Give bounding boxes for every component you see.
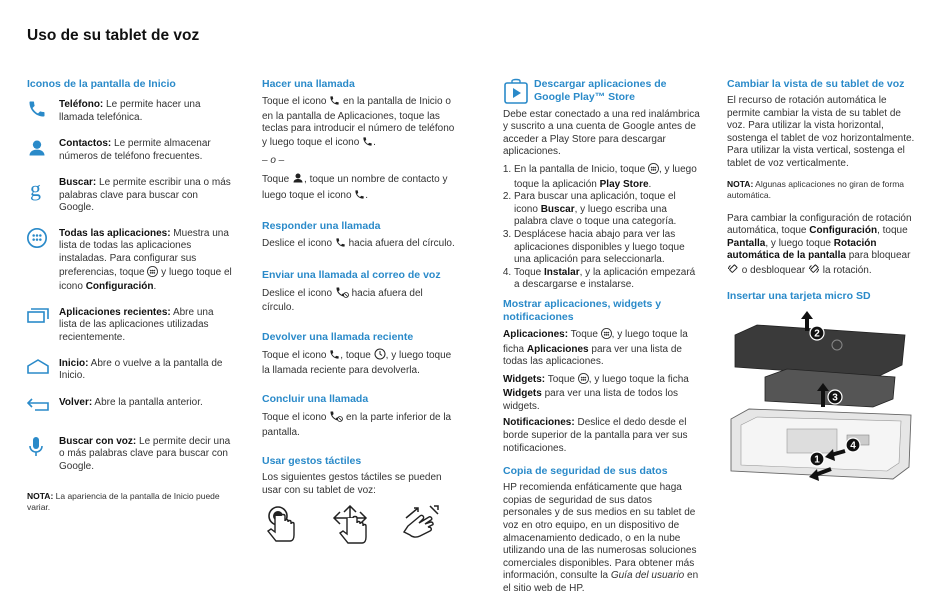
term-desc: Abre una lista de las aplicaciones utilizadas recientemente. (59, 306, 214, 343)
notifications-text (503, 417, 701, 455)
user-guide-ref: Guía del usuario (610, 570, 685, 582)
text: hacia afuera del círculo. (345, 238, 455, 250)
text: , y luego toque la ficha (588, 373, 689, 385)
widgets-text (503, 373, 701, 414)
text: para ver una lista de todas las aplicaciones. (503, 343, 682, 368)
return-call-heading: Devolver una llamada reciente (262, 330, 414, 343)
rotation-unlock-icon (808, 263, 820, 280)
term-label: Configuración (809, 225, 878, 237)
or-separator: – o – (262, 155, 285, 167)
all-apps-icon (601, 328, 612, 344)
term-label: Teléfono: (59, 99, 104, 110)
recent-apps-icon (27, 307, 53, 333)
pinch-gesture-icon (400, 504, 444, 546)
text: . (365, 189, 369, 201)
gestures-text: Los siguientes gestos táctiles se pueden usar con su tablet de voz: (262, 472, 442, 496)
term-desc: Abre o vuelve a la pantalla de Inicio. (59, 357, 223, 382)
term-label: Buscar con voz: (59, 435, 137, 447)
tap-gesture-icon (262, 504, 302, 546)
text: , y luego toque (765, 237, 834, 249)
text: para bloquear (845, 250, 911, 262)
end-call-text (262, 410, 457, 439)
return-call-text (262, 348, 457, 377)
term-label: Contactos: (59, 138, 112, 149)
contacts-icon (27, 138, 53, 164)
text: Toque (545, 373, 578, 385)
phone-icon (335, 237, 346, 253)
home-icon (27, 358, 53, 384)
list-item (27, 99, 232, 125)
term-label: Widgets: (503, 373, 546, 385)
term-label: Aplicaciones: (503, 328, 569, 340)
all-apps-icon (648, 163, 659, 179)
end-call-heading: Concluir una llamada (262, 393, 369, 406)
sd-card-illustration (727, 307, 917, 483)
backup-text (503, 482, 701, 595)
term-label: Aplicaciones recientes: (59, 306, 171, 318)
rotate-view-text: El recurso de rotación automática le permite cambiar la vista de su tablet de voz. Para utilizar la vista horizontal, sostenga el tablet de voz horizontalmente. Para utilizar la vista vertical, sostenga el tablet de voz verticalmente. (727, 95, 915, 169)
text: , y luego toque la ficha (503, 328, 688, 355)
home-icons-heading: Iconos de la pantalla de Inicio (27, 78, 176, 90)
phone-icon (329, 349, 340, 365)
text: Para buscar una aplicación, toque el icono (514, 191, 676, 215)
voicemail-phone-icon (335, 286, 349, 303)
term-desc: Muestra una lista de todas las aplicaciones instaladas. Para configurar sus preferencias, toque (59, 227, 229, 278)
text: Toque (514, 266, 545, 278)
callout-3: 3 (832, 392, 838, 404)
term-desc: y luego toque el icono (59, 266, 232, 293)
google-search-icon (27, 177, 53, 203)
text: o desbloquear (739, 264, 808, 276)
all-apps-icon (27, 228, 53, 254)
list-item (27, 228, 232, 294)
text: para ver una lista de todos los widgets. (503, 388, 679, 412)
list-item (27, 397, 232, 423)
text: Deslice el dedo desde el borde superior de la pantalla para ver sus notificaciones. (503, 417, 688, 454)
term-label: Widgets (503, 388, 542, 400)
text: , toque (340, 349, 374, 361)
note-label: NOTA: (27, 491, 54, 502)
callout-badge (846, 438, 860, 452)
svg-text:g: g (30, 177, 41, 201)
play-store-icon (503, 78, 529, 109)
make-call-text (262, 95, 457, 151)
note-text: Algunas aplicaciones no giran de forma automática. (727, 178, 905, 200)
column-home-icons (27, 78, 232, 513)
term-label: Todas las aplicaciones: (59, 227, 171, 239)
rotate-view-heading: Cambiar la vista de su tablet de voz (727, 78, 905, 90)
phone-icon (354, 189, 365, 205)
phone-icon (27, 99, 53, 125)
text: en la parte inferior de la pantalla. (262, 412, 452, 438)
text: hacia afuera del círculo. (262, 287, 423, 314)
text: en la pantalla de Inicio o en la pantalla de Aplicaciones, toque las teclas para introducir el número de teléfono y luego toque el icono (262, 96, 455, 148)
callout-badge (810, 326, 824, 340)
page-title: Uso de su tablet de voz (27, 27, 200, 44)
make-call-heading: Hacer una llamada (262, 78, 355, 90)
term-label: Buscar (540, 203, 575, 215)
make-call-alt-text (262, 172, 457, 204)
play-store-steps (503, 163, 701, 292)
note-label: NOTA: (727, 178, 754, 189)
all-apps-icon (578, 373, 589, 389)
insert-sd-heading: Insertar una tarjeta micro SD (727, 289, 871, 302)
term-label: Volver: (59, 396, 93, 408)
back-icon (27, 397, 53, 423)
answer-call-text (262, 237, 457, 253)
term-desc: Le permite almacenar números de teléfono frecuentes. (59, 138, 211, 162)
text: Toque el icono (262, 349, 330, 361)
callout-2: 2 (814, 328, 820, 340)
text: Toque el icono (262, 412, 330, 424)
term-label: Play Store (599, 178, 649, 190)
play-store-heading: Descargar aplicaciones de Google Play™ Store (534, 78, 667, 103)
term-desc: Le permite escribir una o más palabras clave para buscar con Google. (59, 177, 231, 214)
callout-badge (810, 452, 824, 466)
swipe-gesture-icon (330, 504, 372, 546)
voicemail-text (262, 286, 457, 315)
column-apps (503, 78, 701, 600)
list-item (514, 191, 701, 229)
contacts-icon (292, 172, 304, 189)
term-label: Configuración (85, 281, 154, 293)
rotation-settings-text (727, 213, 922, 280)
answer-call-heading: Responder una llamada (262, 220, 381, 233)
list-item (27, 138, 232, 164)
term-label: Pantalla (727, 237, 766, 249)
term-label: Notificaciones: (503, 417, 575, 429)
list-item (27, 177, 232, 215)
text: en el sitio web de HP. (503, 570, 699, 594)
callout-4: 4 (850, 440, 856, 452)
home-screen-note (27, 491, 232, 513)
microphone-icon (27, 436, 53, 462)
note-text: La apariencia de la pantalla de Inicio puede variar. (27, 491, 220, 513)
list-item (514, 267, 701, 292)
gestures-heading: Usar gestos táctiles (262, 455, 362, 468)
text: , y luego toque la llamada reciente para devolverla. (262, 349, 452, 376)
term-label: Buscar: (59, 177, 97, 188)
list-item: 3. Desplácese hacia abajo para ver las aplicaciones disponibles y luego toque una aplicación para seleccionarla. (514, 229, 701, 267)
rotation-note (727, 179, 922, 201)
rotation-lock-icon (727, 263, 739, 280)
term-desc: Le permite hacer una llamada telefónica. (59, 99, 201, 123)
text: HP recomienda enfáticamente que haga copias de seguridad de sus datos personales y de sus medios en su tablet de voz en otro equipo, en un dispositivo de almacenamiento dedicado, o en la nube utilizando una de las numerosas soluciones comerciales disponibles. Para obtener más información, consulte la (503, 482, 697, 582)
text: Toque (568, 328, 601, 340)
phone-icon (329, 95, 340, 111)
list-item (27, 436, 232, 474)
play-store-intro: Debe estar conectado a una red inalámbrica y suscrito a una cuenta de Google antes de acceder a Play Store para descargar aplicaciones. (503, 108, 700, 158)
list-item (514, 163, 701, 191)
text: Toque (262, 173, 293, 185)
voicemail-heading: Enviar una llamada al correo de voz (262, 268, 441, 281)
end-call-icon (329, 410, 343, 427)
column-calls (262, 78, 457, 546)
clock-icon (374, 348, 386, 365)
text: Para cambiar la configuración de rotación automática, toque (727, 212, 912, 237)
text: Deslice el icono (262, 287, 335, 299)
text: la rotación. (819, 264, 872, 276)
all-apps-icon (147, 266, 158, 282)
text: En la pantalla de Inicio, toque (514, 163, 648, 175)
term-label: Instalar (544, 266, 580, 278)
callout-1: 1 (814, 454, 820, 466)
play-store-heading-row (503, 78, 701, 109)
backup-heading: Copia de seguridad de sus datos (503, 465, 668, 478)
show-apps-heading: Mostrar aplicaciones, widgets y notificaciones (503, 297, 662, 323)
list-item (27, 358, 232, 384)
text: , y luego escriba una palabra clave o toque una categoría. (514, 203, 677, 228)
text: Deslice el icono (262, 238, 335, 250)
text: , toque un nombre de contacto y luego toque el icono (262, 173, 448, 201)
list-item (27, 307, 232, 345)
phone-icon (362, 136, 373, 152)
column-view-sd (727, 78, 922, 483)
term-label: Rotación automática de la pantalla (727, 237, 877, 262)
term-label: Aplicaciones (526, 343, 589, 355)
text: , y luego toque la aplicación (514, 163, 697, 190)
text: , toque (877, 225, 908, 237)
term-label: Inicio: (59, 357, 89, 369)
text: , y la aplicación empezará a descargarse e instalarse. (514, 266, 696, 291)
apps-text (503, 328, 701, 369)
term-desc: Abre la pantalla anterior. (92, 396, 203, 408)
term-desc: Le permite decir una o más palabras clave para buscar con Google. (59, 435, 231, 472)
text: Toque el icono (262, 96, 330, 107)
text: . (373, 136, 376, 148)
gesture-illustrations (262, 504, 457, 546)
term-desc: . (153, 281, 157, 293)
text: . (648, 178, 652, 190)
callout-badge (828, 390, 842, 404)
